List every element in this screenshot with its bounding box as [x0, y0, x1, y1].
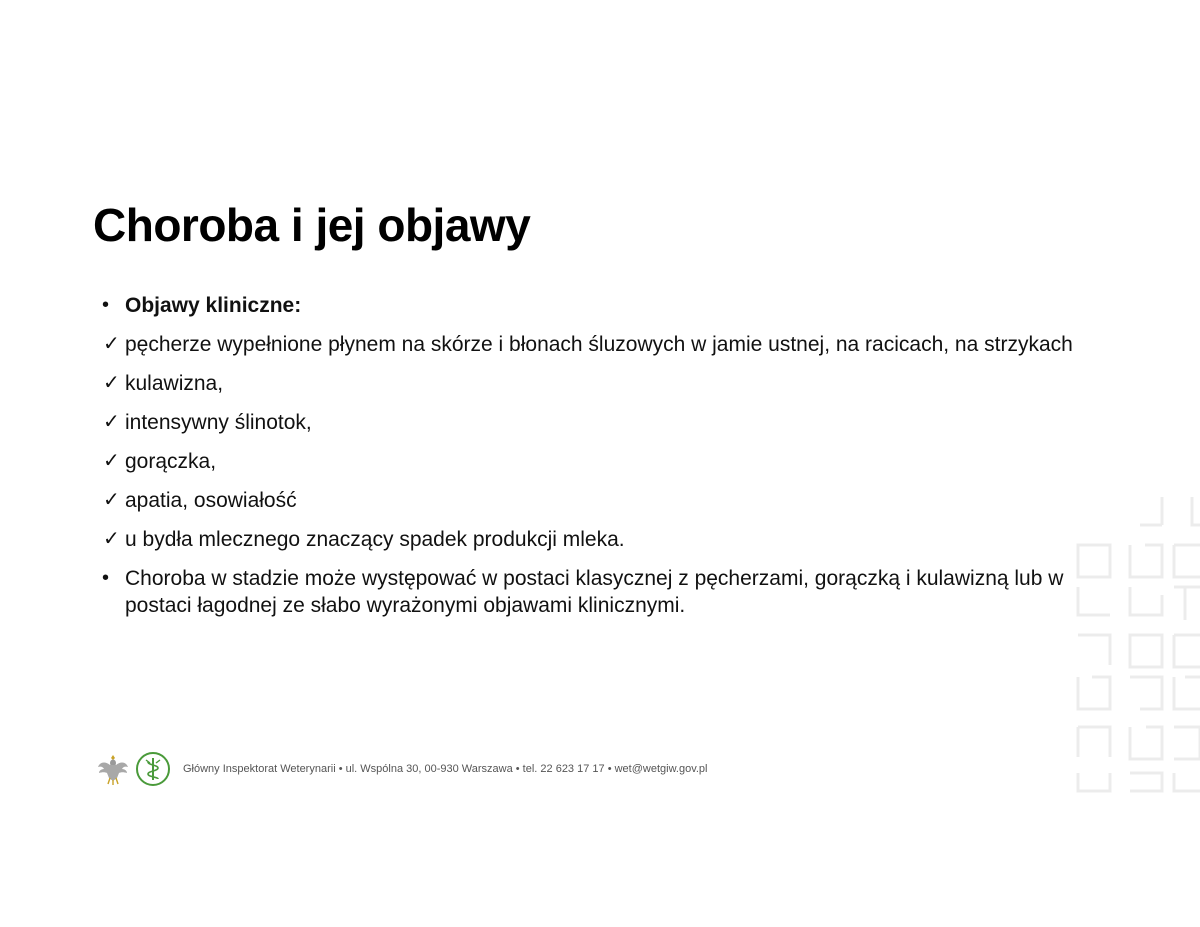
bullet-marker: • — [102, 294, 110, 316]
eagle-emblem-icon — [95, 751, 131, 787]
bullet-list — [100, 292, 1130, 631]
list-item — [100, 448, 1130, 475]
list-item-text: gorączka, — [125, 450, 217, 473]
checkmark-icon: ✓ — [103, 528, 120, 550]
list-item-text: kulawizna, — [125, 372, 224, 395]
list-item — [100, 409, 1130, 436]
list-item-text: pęcherze wypełnione płynem na skórze i błonach śluzowych w jamie ustnej, na racicach, na strzykach — [125, 333, 1073, 356]
checkmark-icon: ✓ — [103, 372, 120, 394]
checkmark-icon: ✓ — [103, 333, 120, 355]
list-item-text: Objawy kliniczne: — [125, 294, 302, 317]
list-item-text: apatia, osowiałość — [125, 489, 297, 512]
veterinary-caduceus-icon — [135, 751, 171, 787]
list-item — [100, 331, 1130, 358]
list-item-text: Choroba w stadzie może występować w postaci klasycznej z pęcherzami, gorączką i kulawizną lub w postaci łagodnej ze słabo wyrażonymi objawami klinicznymi. — [125, 567, 1064, 617]
bullet-marker: • — [102, 567, 110, 589]
footer — [95, 750, 708, 788]
list-item — [100, 565, 1130, 619]
checkmark-icon: ✓ — [103, 450, 120, 472]
slide-title: Choroba i jej objawy — [93, 199, 531, 251]
checkmark-icon: ✓ — [103, 489, 120, 511]
list-item — [100, 487, 1130, 514]
list-item — [100, 370, 1130, 397]
list-item-text: intensywny ślinotok, — [125, 411, 312, 434]
footer-contact-text: Główny Inspektorat Weterynarii • ul. Wspólna 30, 00-930 Warszawa • tel. 22 623 17 17 • wet@wetgiw.gov.pl — [183, 763, 708, 775]
checkmark-icon: ✓ — [103, 411, 120, 433]
list-item — [100, 526, 1130, 553]
list-item-text: u bydła mlecznego znaczący spadek produkcji mleka. — [125, 528, 625, 551]
decorative-maze-pattern — [1070, 495, 1200, 795]
list-item — [100, 292, 1130, 319]
